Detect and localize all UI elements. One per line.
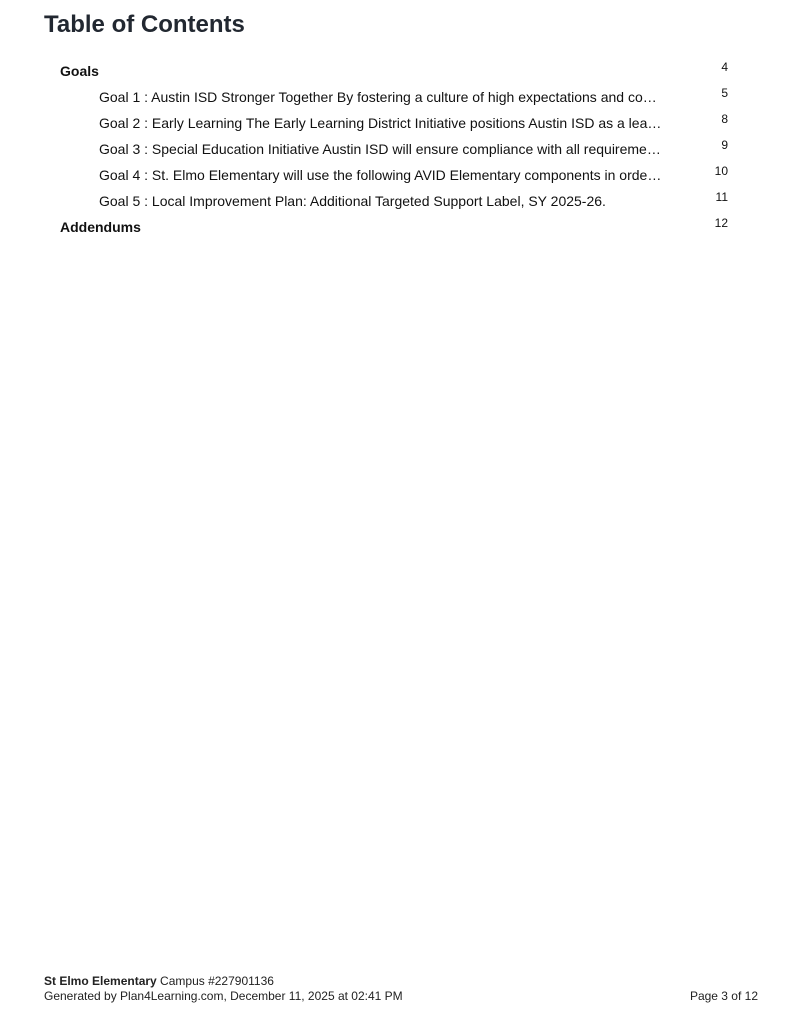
toc-goal-label: Goal 3 : Special Education Initiative Austin ISD will ensure compliance with all requireme… (99, 141, 661, 157)
footer-generated-by: Generated by Plan4Learning.com, December 11, 2025 at 02:41 PM (44, 989, 403, 1003)
toc-section-label: Addendums (60, 219, 141, 235)
footer-campus-name: St Elmo Elementary (44, 974, 157, 988)
page-footer (44, 974, 758, 1004)
toc-page-number: 11 (715, 190, 728, 204)
toc-goal-label: Goal 4 : St. Elmo Elementary will use the following AVID Elementary components in orde… (99, 167, 662, 183)
toc-section-addendums[interactable] (0, 214, 800, 240)
page-title: Table of Contents (44, 11, 245, 38)
toc-section-label: Goals (60, 63, 99, 79)
toc-goal-1[interactable] (0, 84, 800, 110)
toc-page-number: 8 (721, 112, 728, 126)
toc-goal-4[interactable] (0, 162, 800, 188)
toc-page-number: 12 (714, 216, 728, 230)
footer-page-number: Page 3 of 12 (689, 989, 758, 1003)
toc-goal-label: Goal 2 : Early Learning The Early Learning District Initiative positions Austin ISD as a lea… (99, 115, 662, 131)
toc-goal-2[interactable] (0, 110, 800, 136)
footer-campus-number: Campus #227901136 (156, 974, 274, 988)
toc-page-number: 4 (721, 60, 728, 74)
toc-goal-label: Goal 1 : Austin ISD Stronger Together By fostering a culture of high expectations and co… (99, 89, 657, 105)
table-of-contents (0, 58, 800, 240)
toc-goal-5[interactable] (0, 188, 800, 214)
toc-section-goals[interactable] (0, 58, 800, 84)
footer-campus-line (44, 974, 758, 989)
toc-page-number: 10 (714, 164, 728, 178)
toc-page-number: 9 (721, 138, 728, 152)
toc-goal-label: Goal 5 : Local Improvement Plan: Additional Targeted Support Label, SY 2025-26. (99, 193, 606, 209)
toc-page-number: 5 (721, 86, 728, 100)
toc-goal-3[interactable] (0, 136, 800, 162)
